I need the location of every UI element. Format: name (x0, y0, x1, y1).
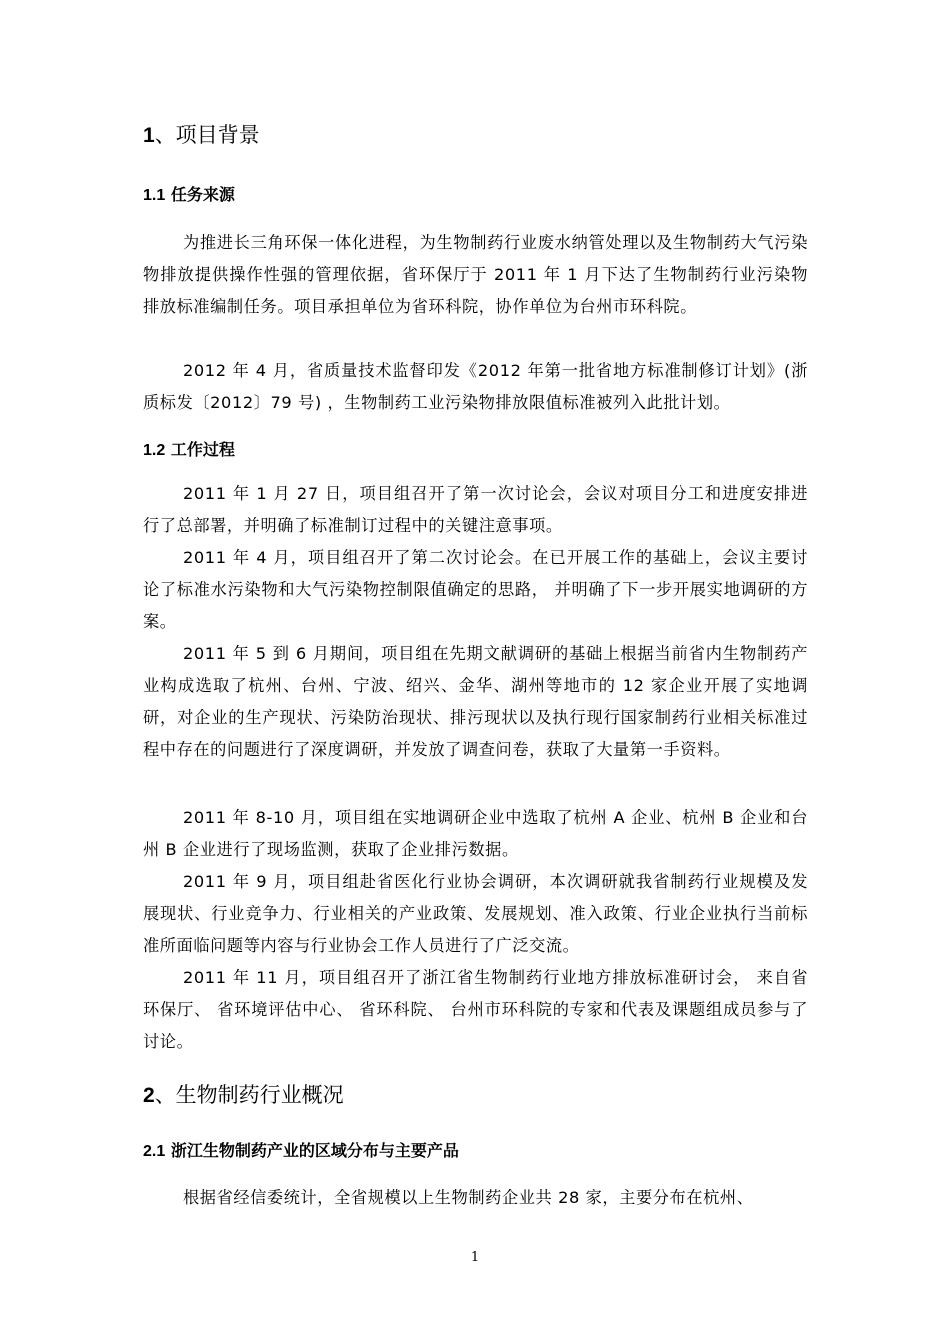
subsection-1-1-number: 1.1 (143, 187, 166, 204)
section-1-heading (143, 120, 260, 151)
paragraph-1-1-a: 为推进长三角环保一体化进程，为生物制药行业废水纳管处理以及生物制药大气污染物排放提供操作性强的管理依据，省环保厅于 2011 年 1 月下达了生物制药行业污染物排放标准编制任务。项目承担单位为省环科院，协作单位为台州市环科院。 (143, 233, 808, 316)
subsection-2-1-heading (143, 1139, 459, 1164)
subsection-1-2-title: 工作过程 (165, 440, 235, 459)
subsection-2-1-number: 2.1 (143, 1143, 166, 1160)
paragraph-1-1-b: 2012 年 4 月，省质量技术监督印发《2012 年第一批省地方标准制修订计划》(浙质标发〔2012〕79 号) ，生物制药工业污染物排放限值标准被列入此批计划。 (143, 361, 808, 412)
subsection-1-1-title: 任务来源 (165, 185, 235, 204)
paragraph-1-2-c: 2011 年 5 到 6 月期间，项目组在先期文献调研的基础上根据当前省内生物制药产业构成选取了杭州、台州、宁波、绍兴、金华、湖州等地市的 12 家企业开展了实地调研，对企业的生产现状、污染防治现状、排污现状以及执行现行国家制药行业相关标准过程中存在的问题进行了深度调研，并发放了调查问卷，获取了大量第一手资料。 (143, 644, 808, 759)
paragraph-1-2-b: 2011 年 4 月，项目组召开了第二次讨论会。在已开展工作的基础上，会议主要讨论了标准水污染物和大气污染物控制限值确定的思路， 并明确了下一步开展实地调研的方案。 (143, 548, 808, 631)
subsection-1-2-heading (143, 438, 235, 463)
paragraph-1-2-e: 2011 年 9 月，项目组赴省医化行业协会调研，本次调研就我省制药行业规模及发展现状、行业竞争力、行业相关的产业政策、发展规划、准入政策、行业企业执行当前标准所面临问题等内容与行业协会工作人员进行了广泛交流。 (143, 872, 808, 955)
paragraph-1-2-f: 2011 年 11 月，项目组召开了浙江省生物制药行业地方排放标准研讨会， 来自省环保厅、 省环境评估中心、 省环科院、 台州市环科院的专家和代表及课题组成员参与了讨论。 (143, 968, 808, 1051)
subsection-1-2-number: 1.2 (143, 442, 166, 459)
paragraph-1-2-a: 2011 年 1 月 27 日，项目组召开了第一次讨论会，会议对项目分工和进度安排进行了总部署，并明确了标准制订过程中的关键注意事项。 (143, 484, 808, 535)
section-2-number: 2 (143, 1084, 155, 1107)
subsection-1-1-heading (143, 183, 235, 208)
page-number: 1 (470, 1250, 480, 1265)
paragraph-1-2-d: 2011 年 8-10 月，项目组在实地调研企业中选取了杭州 A 企业、杭州 B 企业和台州 B 企业进行了现场监测，获取了企业排污数据。 (143, 808, 808, 859)
section-2-title: 、生物制药行业概况 (154, 1083, 344, 1107)
section-1-number: 1 (143, 124, 155, 147)
subsection-2-1-title: 浙江生物制药产业的区域分布与主要产品 (165, 1141, 459, 1160)
section-1-title: 、项目背景 (154, 123, 260, 147)
paragraph-2-1-a: 根据省经信委统计，全省规模以上生物制药企业共 28 家，主要分布在杭州、 (183, 1188, 754, 1207)
section-2-heading (143, 1080, 344, 1111)
